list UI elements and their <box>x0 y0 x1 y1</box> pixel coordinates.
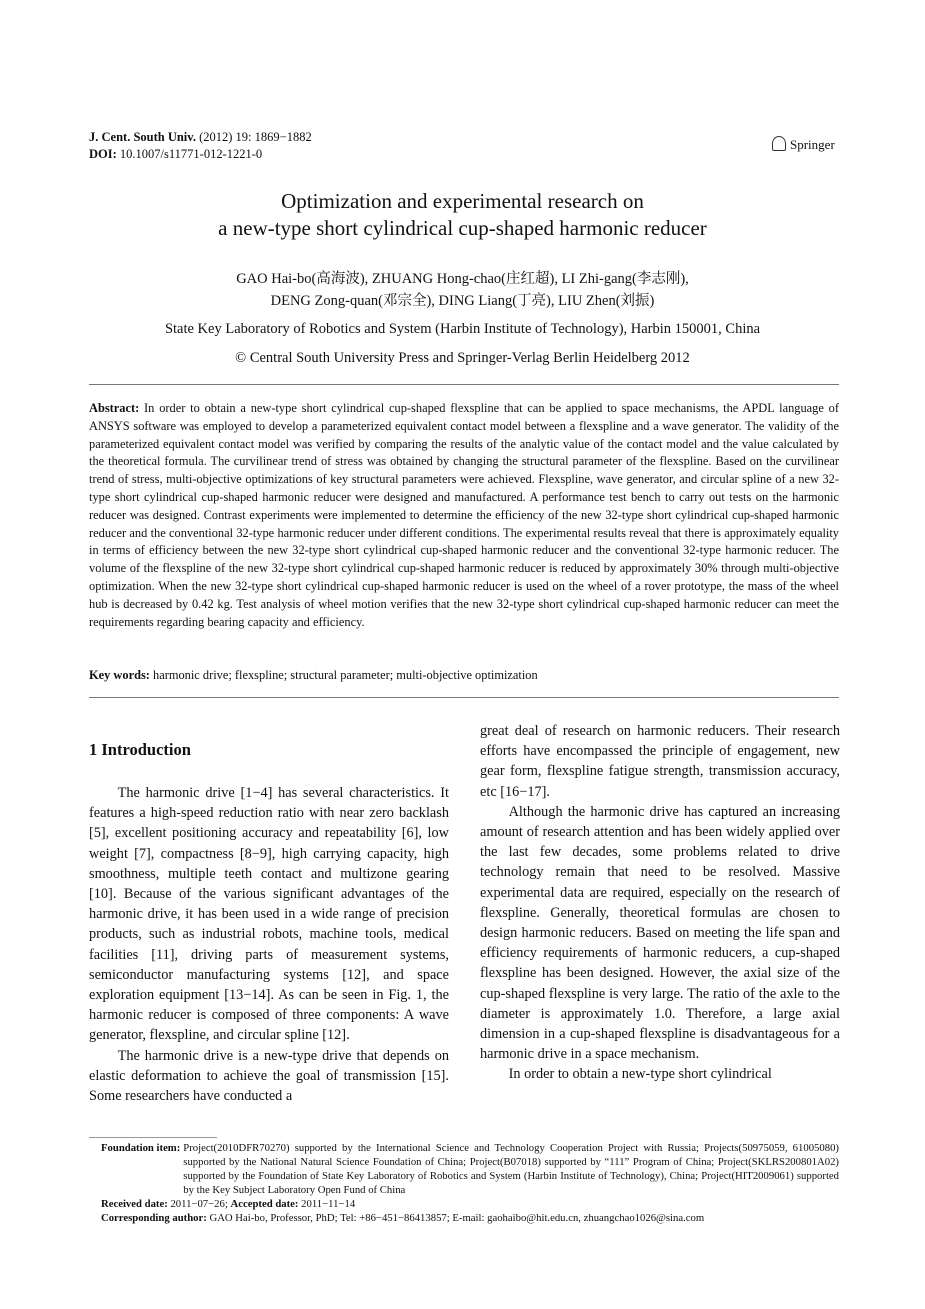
paragraph: great deal of research on harmonic reducers. Their research efforts have encompassed the principle of engagement, new gear form, flexspline fatigue strength, transmission accuracy, etc [16−17]. <box>480 723 840 800</box>
authors <box>0 268 925 312</box>
foundation-label: Foundation item: <box>101 1142 181 1154</box>
divider <box>89 384 839 385</box>
abstract-label: Abstract: <box>89 401 140 415</box>
abstract <box>89 400 839 631</box>
journal-name: J. Cent. South Univ. <box>89 130 196 144</box>
right-column <box>480 721 840 1085</box>
title-line: Optimization and experimental research on <box>281 189 644 213</box>
accepted-date: 2011−11−14 <box>298 1198 356 1211</box>
footnotes <box>89 1141 839 1226</box>
foundation-text: Project(2010DFR70270) supported by the International Science and Technology Cooperation Project with Russia; Projects(50975059, 61005080) supported by the National Natural Science Foundation of China; Project(B07018) supported by “111” Program of China; Project(SKLRS200801A02) supported by the Foundation of State Key Laboratory of Robotics and System (Harbin Institute of Technology), China; Project(HIT2009061) supported by the Key Subject Laboratory Open Fund of China <box>183 1142 839 1197</box>
springer-horse-icon <box>772 136 786 151</box>
affiliation: State Key Laboratory of Robotics and System (Harbin Institute of Technology), Harbin 150001, China <box>164 321 761 337</box>
accepted-label: Accepted date: <box>230 1198 299 1211</box>
left-column <box>89 783 449 1106</box>
paper-title <box>0 188 925 242</box>
paragraph: In order to obtain a new-type short cylindrical <box>508 1066 772 1083</box>
keywords <box>89 668 538 683</box>
publisher-name: Springer <box>790 137 835 152</box>
keywords-label: Key words: <box>89 668 150 682</box>
paragraph: The harmonic drive [1−4] has several characteristics. It features a high-speed reduction ratio with near zero backlash [5], excellent positioning accuracy and repeatability [6], low weight [7], compactness [8−9], high carrying capacity, high smoothness, multiple teeth contact and multizone gearing [10]. Because of the various significant advantages of the harmonic drive, it has been used in a wide range of precision products, such as industrial robots, machine tools, medical facilities [11], driving parts of measurement systems, semiconductor manufacturing systems [12], and space exploration equipment [13−14]. As can be seen in Fig. 1, the harmonic reducer is composed of three components: A wave generator, flexspline, and circular spline [12]. <box>89 785 449 1044</box>
received-label: Received date: <box>101 1198 168 1211</box>
authors-line: DENG Zong-quan(邓宗全), DING Liang(丁亮), LIU Zhen(刘振) <box>270 293 655 309</box>
corresponding-label: Corresponding author: <box>101 1212 207 1225</box>
doi-label: DOI: <box>89 147 117 161</box>
publisher-logo <box>772 136 835 153</box>
paragraph: Although the harmonic drive has captured an increasing amount of research attention and has been widely applied over the last few decades, some problems related to drive technology remain that need to be resolved. Massive experimental data are required, especially on the research of flexspline. Generally, theoretical formulas are chosen to design harmonic reducers. Based on meeting the life span and efficiency requirements of harmonic reducers, a cup-shaped flexspline has been designed. However, the axial size of the cup-shaped flexspline is very large. The ratio of the axle to the diameter is approximately 1.0. Therefore, a large axial dimension in a cup-shaped flexspline is disadvantageous for a harmonic drive in a space mechanism. <box>480 803 840 1063</box>
footnote-rule <box>89 1137 217 1138</box>
divider <box>89 697 839 698</box>
authors-line: GAO Hai-bo(高海波), ZHUANG Hong-chao(庄红超), LI Zhi-gang(李志刚), <box>236 271 689 287</box>
copyright: © Central South University Press and Springer-Verlag Berlin Heidelberg 2012 <box>235 350 690 366</box>
section-heading: 1 Introduction <box>89 740 191 759</box>
citation: (2012) 19: 1869−1882 <box>199 130 312 144</box>
journal-header <box>89 129 312 163</box>
doi: 10.1007/s11771-012-1221-0 <box>119 147 263 161</box>
received-date: 2011−07−26; <box>167 1198 231 1211</box>
corresponding-author: GAO Hai-bo, Professor, PhD; Tel: +86−451−86413857; E-mail: gaohaibo@hit.edu.cn, zhuangchao1026@sina.com <box>206 1212 705 1225</box>
title-line: a new-type short cylindrical cup-shaped harmonic reducer <box>218 216 707 240</box>
paragraph: The harmonic drive is a new-type drive that depends on elastic deformation to achieve the goal of transmission [15]. Some researchers have conducted a <box>89 1047 449 1105</box>
abstract-text: In order to obtain a new-type short cylindrical cup-shaped flexspline that can be applied to space mechanisms, the APDL language of ANSYS software was employed to develop a parameterized equivalent contact model between a flexspline and a wave generator. The validity of the parameterized equivalent contact model was verified by comparing the results of the analytic value of the contact model and the value calculated by the theoretical formula. The curvilinear trend of stress was obtained by changing the structural parameter of the flexspline. Based on the curvilinear trend of stress, multi-objective optimizations of key structural parameters were achieved. Flexspline, wave generator, and circular spline of a new 32-type short cylindrical cup-shaped harmonic reducer were designed and manufactured. A performance test bench to carry out tests on the harmonic reducer was designed. Contrast experiments were implemented to determine the efficiency of the new 32-type short cylindrical cup-shaped harmonic reducer and the conventional 32-type harmonic reducer under different conditions. The experimental results reveal that there is approximately equality in terms of efficiency between the new 32-type short cylindrical cup-shaped harmonic reducer and the conventional 32-type harmonic reducer. The volume of the flexspline of the new 32-type short cylindrical cup-shaped harmonic reducer is reduced by approximately 30% through multi-objective optimization. When the new 32-type short cylindrical cup-shaped harmonic reducer is used on the wheel of a rover prototype, the mass of the wheel hub is decreased by 0.42 kg. Test analysis of wheel motion verifies that the new 32-type short cylindrical cup-shaped harmonic reducer can meet the requirements regarding bearing capacity and efficiency. <box>89 401 839 629</box>
keywords-text: harmonic drive; flexspline; structural parameter; multi-objective optimization <box>149 668 538 682</box>
